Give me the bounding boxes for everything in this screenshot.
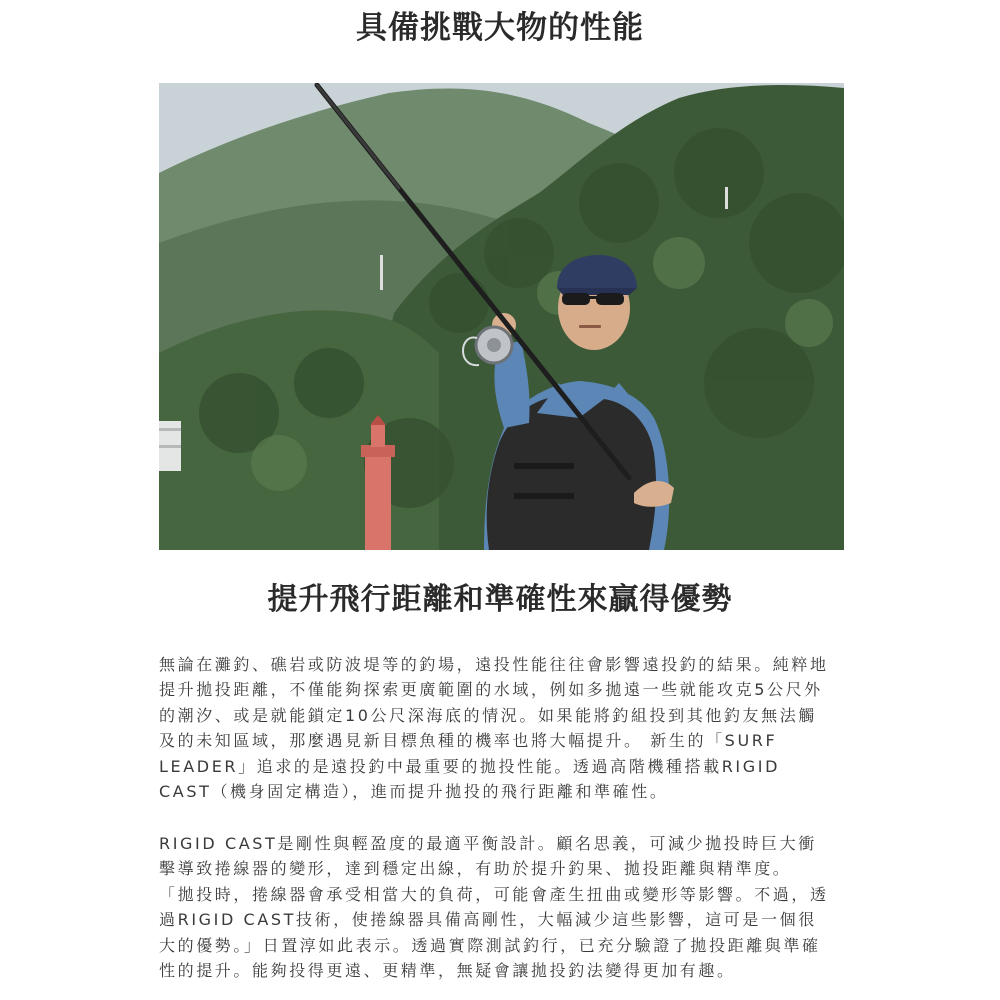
paragraph-line: 擊導致捲線器的變形，達到穩定出線，有助於提升釣果、拋投距離與精準度。 [159,859,792,879]
page-title: 具備挑戰大物的性能 [356,10,644,46]
paragraph-line: 「拋投時，捲線器會承受相當大的負荷，可能會產生扭曲或變形等影響。不過，透 [159,884,829,904]
section-title: 提升飛行距離和準確性來贏得優勢 [267,582,733,617]
paragraph-2 [159,831,849,983]
paragraph-line: CAST（機身固定構造），進而提升拋投的飛行距離和準確性。 [159,781,669,801]
paragraph-1 [159,652,849,804]
paragraph-line: LEADER」追求的是遠投釣中最重要的拋投性能。透過高階機種搭載RIGID [159,756,780,776]
angler-casting-illustration [159,83,844,550]
paragraph-line: 及的未知區域，那麼遇見新目標魚種的機率也將大幅提升。 新生的「SURF [159,731,778,751]
paragraph-line: 性的提升。能夠投得更遠、更精準，無疑會讓拋投釣法變得更加有趣。 [159,960,736,980]
paragraph-line: 提升拋投距離，不僅能夠探索更廣範圍的水域，例如多拋遠一些就能攻克5公尺外 [159,680,823,700]
hero-photo [159,83,844,550]
paragraph-line: 的潮汐、或是就能鎖定10公尺深海底的情況。如果能將釣組投到其他釣友無法觸 [159,705,817,725]
paragraph-line: 過RIGID CAST技術，使捲線器具備高剛性，大幅減少這些影響，這可是一個很 [159,910,817,930]
paragraph-line: RIGID CAST是剛性與輕盈度的最適平衡設計。顧名思義，可減少拋投時巨大衝 [159,834,817,853]
paragraph-line: 無論在灘釣、礁岩或防波堤等的釣場，遠投性能往往會影響遠投釣的結果。純粹地 [159,655,829,674]
paragraph-line: 大的優勢。」日置淳如此表示。透過實際測試釣行，已充分驗證了拋投距離與準確 [159,935,821,955]
